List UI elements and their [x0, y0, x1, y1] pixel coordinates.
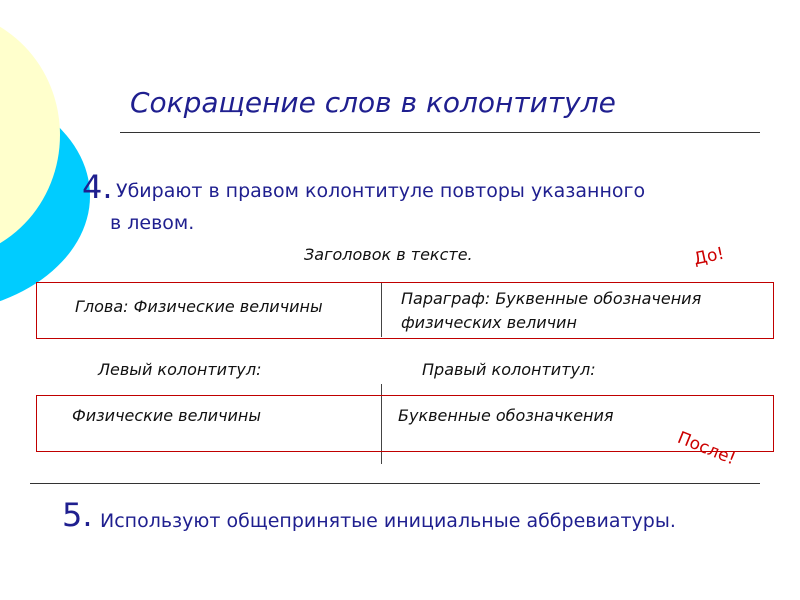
left-header-label: Левый колонтитул: — [98, 360, 262, 379]
point-5-number: 5. — [62, 496, 93, 534]
after-label: После! — [674, 428, 739, 470]
before-left-header-text: Глова: Физические величины — [75, 297, 323, 316]
before-label: До! — [692, 243, 726, 270]
point-4-line-1: Убирают в правом колонтитуле повторы указанного — [116, 180, 646, 202]
heading-in-text-label: Заголовок в тексте. — [304, 245, 473, 264]
after-right-header-text: Буквенные обозначкения — [398, 406, 614, 425]
point-4-line-2: в левом. — [110, 212, 195, 234]
before-box-divider — [381, 283, 382, 337]
bottom-divider — [30, 483, 760, 484]
right-header-label: Правый колонтитул: — [422, 360, 596, 379]
after-left-header-text: Физические величины — [72, 406, 262, 425]
before-right-header-line-1: Параграф: Буквенные обозначения — [401, 289, 702, 308]
before-right-header-line-2: физических величин — [401, 313, 577, 332]
title-underline — [120, 132, 760, 133]
slide-title: Сокращение слов в колонтитуле — [130, 86, 616, 119]
point-5-text: Используют общепринятые инициальные аббревиатуры. — [100, 510, 676, 532]
point-4-number: 4. — [82, 168, 113, 206]
